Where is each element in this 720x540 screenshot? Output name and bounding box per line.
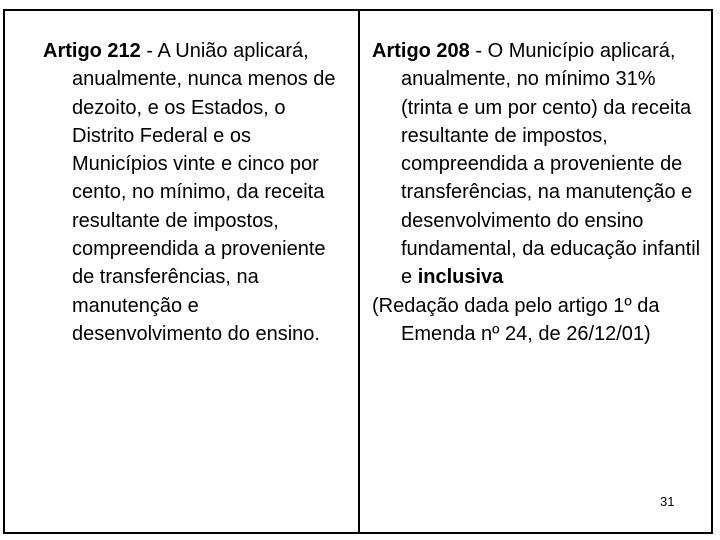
artigo-212-paragraph xyxy=(43,37,349,348)
artigo-208-title: Artigo 208 xyxy=(372,40,470,62)
redacao-note: (Redação dada pelo artigo 1º da Emenda nº 24, de 26/12/01) xyxy=(372,294,660,345)
artigo-212-text: - A União aplicará, anualmente, nunca menos de dezoito, e os Estados, o Distrito Federal e os Municípios vinte e cinco por cento, no mínimo, da receita resultante de impostos, compreendida a proveniente de transferências, na manutenção e desenvolvimento do ensino. xyxy=(72,40,336,345)
right-column xyxy=(372,37,702,348)
artigo-208-paragraph xyxy=(372,37,702,292)
artigo-212-title: Artigo 212 xyxy=(43,40,141,62)
page-number: 31 xyxy=(660,494,675,509)
column-divider xyxy=(358,9,360,534)
left-column xyxy=(43,37,349,348)
artigo-208-emphasis: inclusiva xyxy=(417,266,504,289)
artigo-208-text: - O Município aplicará, anualmente, no mínimo 31% (trinta e um por cento) da receita resultante de impostos, compreendida a proveniente de transferências, na manutenção e desenvolvimento do ensino fundamental, da educação infantil e xyxy=(401,40,701,289)
